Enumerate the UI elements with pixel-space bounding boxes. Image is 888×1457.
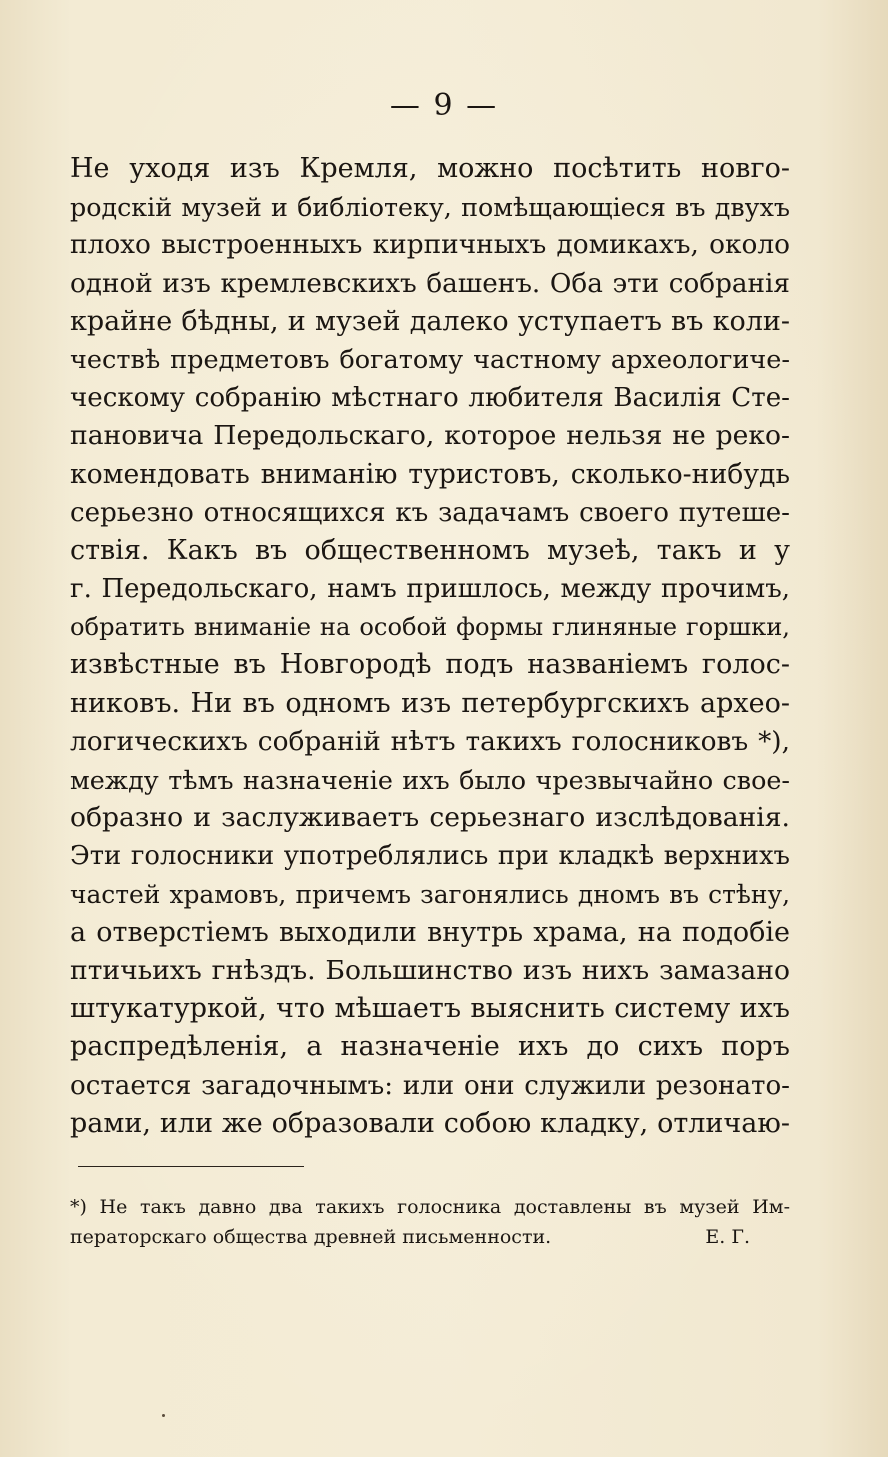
footnote xyxy=(70,1192,790,1252)
footnote-signature: Е. Г. xyxy=(705,1226,750,1248)
text-line: Эти голосники употреблялись при кладкѣ верхнихъ xyxy=(70,841,790,872)
text-line: а отверстіемъ выходили внутрь храма, на подобіе xyxy=(70,916,790,948)
page-number: — 9 — xyxy=(389,88,499,123)
text-line: родскій музей и библіотеку, помѣщающіеся въ двухъ xyxy=(70,192,790,223)
text-line: между тѣмъ назначеніе ихъ было чрезвычайно свое- xyxy=(70,765,790,795)
body-text xyxy=(70,150,790,1143)
footnote-line: *) Не такъ давно два такихъ голосника доставлены въ музей Им- xyxy=(70,1196,790,1218)
text-line: распредѣленія, а назначеніе ихъ до сихъ поръ xyxy=(70,1031,790,1063)
text-line: ствія. Какъ въ общественномъ музеѣ, такъ и у xyxy=(70,534,790,566)
text-line: плохо выстроенныхъ кирпичныхъ домикахъ, около xyxy=(70,230,790,261)
text-line: ческому собранію мѣстнаго любителя Василія Сте- xyxy=(70,383,790,414)
text-line: одной изъ кремлевскихъ башенъ. Оба эти собранія xyxy=(70,268,790,299)
footnote-line: ператорскаго общества древней письменности. xyxy=(70,1226,552,1248)
paper-speck xyxy=(162,1414,165,1417)
footnote-divider xyxy=(78,1166,304,1167)
text-line: Не уходя изъ Кремля, можно посѣтить новго- xyxy=(70,153,790,184)
text-line: чествѣ предметовъ богатому частному археологиче- xyxy=(70,344,790,375)
text-line: никовъ. Ни въ одномъ изъ петербургскихъ архео- xyxy=(70,687,790,719)
text-line: птичьихъ гнѣздъ. Большинство изъ нихъ замазано xyxy=(70,954,790,986)
text-line: крайне бѣдны, и музей далеко уступаетъ въ коли- xyxy=(70,305,790,337)
text-line: образно и заслуживаетъ серьезнаго изслѣдованія. xyxy=(70,802,790,834)
text-line: г. Передольскаго, намъ пришлось, между прочимъ, xyxy=(70,574,790,605)
text-line: извѣстные въ Новгородѣ подъ названіемъ голос- xyxy=(70,649,790,681)
text-line: штукатуркой, что мѣшаетъ выяснить систему ихъ xyxy=(70,993,790,1025)
text-line: логическихъ собраній нѣтъ такихъ голосниковъ *), xyxy=(70,725,790,757)
text-line: серьезно относящихся къ задачамъ своего путеше- xyxy=(70,497,790,528)
text-line: обратить вниманіе на особой формы глиняные горшки, xyxy=(70,613,790,642)
text-line: пановича Передольскаго, которое нельзя не реко- xyxy=(70,420,790,452)
text-line: частей храмовъ, причемъ загонялись дномъ въ стѣну, xyxy=(70,879,790,909)
text-line: комендовать вниманію туристовъ, сколько-нибудь xyxy=(70,458,790,490)
text-line: рами, или же образовали собою кладку, отличаю- xyxy=(70,1107,790,1139)
text-line: остается загадочнымъ: или они служили резонато- xyxy=(70,1070,790,1101)
